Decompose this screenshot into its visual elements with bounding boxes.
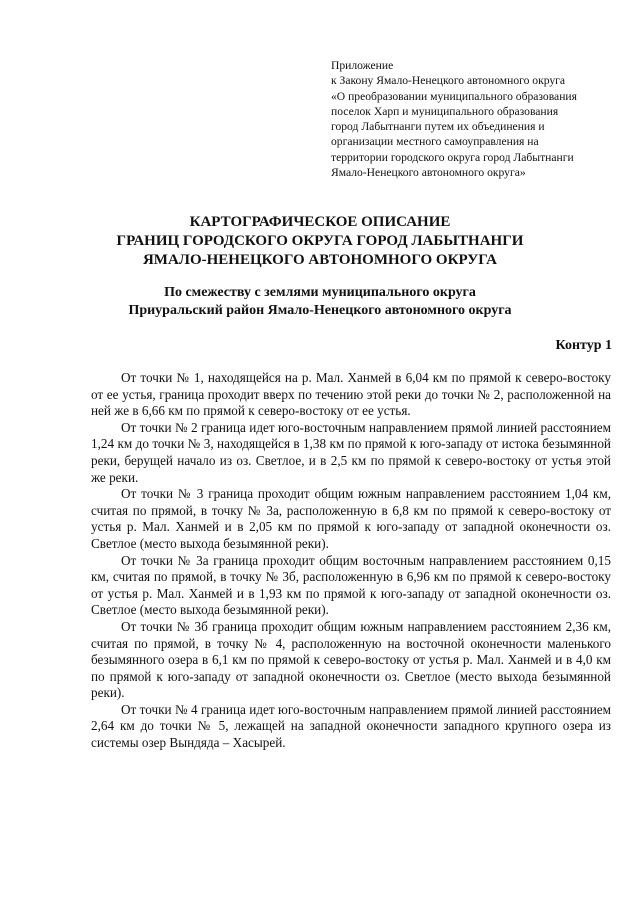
title-line: ГРАНИЦ ГОРОДСКОГО ОКРУГА ГОРОД ЛАБЫТНАНГИ (116, 233, 524, 249)
appendix-line: Приложение (331, 59, 394, 72)
subtitle-line: По смежеству с землями муниципального округа (164, 285, 476, 300)
paragraph: От точки № 2 граница идет юго-восточным направлением прямой линией расстоянием 1,24 км до точки № 3, находящейся в 1,38 км по прямой к юго-западу от истока безымянной реки, берущей начало из оз. Светлое, и в 2,5 км по прямой к северо-востоку от устья этой же реки. (91, 419, 611, 485)
appendix-line: город Лабытнанги путем их объединения и (331, 120, 545, 134)
appendix-block (331, 58, 621, 180)
section-subtitle (0, 284, 640, 320)
paragraph: От точки № 4 граница идет юго-восточным направлением прямой линией расстоянием 2,64 км до точки № 5, лежащей на западной оконечности западного крупного озера из системы озер Вындяда – Хасырей. (91, 701, 611, 751)
appendix-line: к Закону Ямало-Ненецкого автономного округа (331, 74, 566, 88)
contour-heading: Контур 1 (555, 338, 612, 353)
title-line: КАРТОГРАФИЧЕСКОЕ ОПИСАНИЕ (189, 214, 451, 230)
paragraph: От точки № 3а граница проходит общим восточным направлением расстоянием 0,15 км, считая по прямой, в точку № 3б, расположенную в 6,96 км по прямой к северо-востоку от устья р. Мал. Ханмей и в 1,93 км по прямой к юго-западу от западной оконечности оз. Светлое (место выхода безымянной реки). (91, 552, 611, 618)
description-body (91, 370, 611, 752)
title-line: ЯМАЛО-НЕНЕЦКОГО АВТОНОМНОГО ОКРУГА (142, 252, 498, 268)
document-title (0, 213, 640, 270)
appendix-line: организации местного самоуправления на (331, 135, 539, 149)
paragraph: От точки № 1, находящейся на р. Мал. Ханмей в 6,04 км по прямой к северо-востоку от ее устья, граница проходит вверх по течению этой реки до точки № 2, расположенной на ней же в 6,66 км по прямой к северо-востоку от ее устья. (91, 370, 611, 419)
paragraph: От точки № 3 граница проходит общим южным направлением расстоянием 1,04 км, считая по прямой, в точку № 3а, расположенную в 6,8 км по прямой к северо-востоку от устья р. Мал. Ханмей и в 2,05 км по прямой к юго-западу от западной оконечности оз. Светлое (место выхода безымянной реки). (91, 486, 611, 551)
appendix-line: территории городского округа город Лабытнанги (331, 150, 574, 164)
appendix-line: «О преобразовании муниципального образования (331, 89, 577, 103)
paragraph: От точки № 3б граница проходит общим южным направлением расстоянием 2,36 км, считая по прямой, в точку № 4, расположенную на восточной оконечности маленького безымянного озера в 6,1 км по прямой к северо-востоку от устья р. Мал. Ханмей и в 4,0 км по прямой к юго-западу от западной оконечности оз. Светлое (место выхода безымянной реки). (91, 618, 611, 701)
appendix-line: поселок Харп и муниципального образования (331, 104, 559, 118)
appendix-line: Ямало-Ненецкого автономного округа» (331, 166, 526, 180)
subtitle-line: Приуральский район Ямало-Ненецкого автономного округа (128, 303, 512, 318)
